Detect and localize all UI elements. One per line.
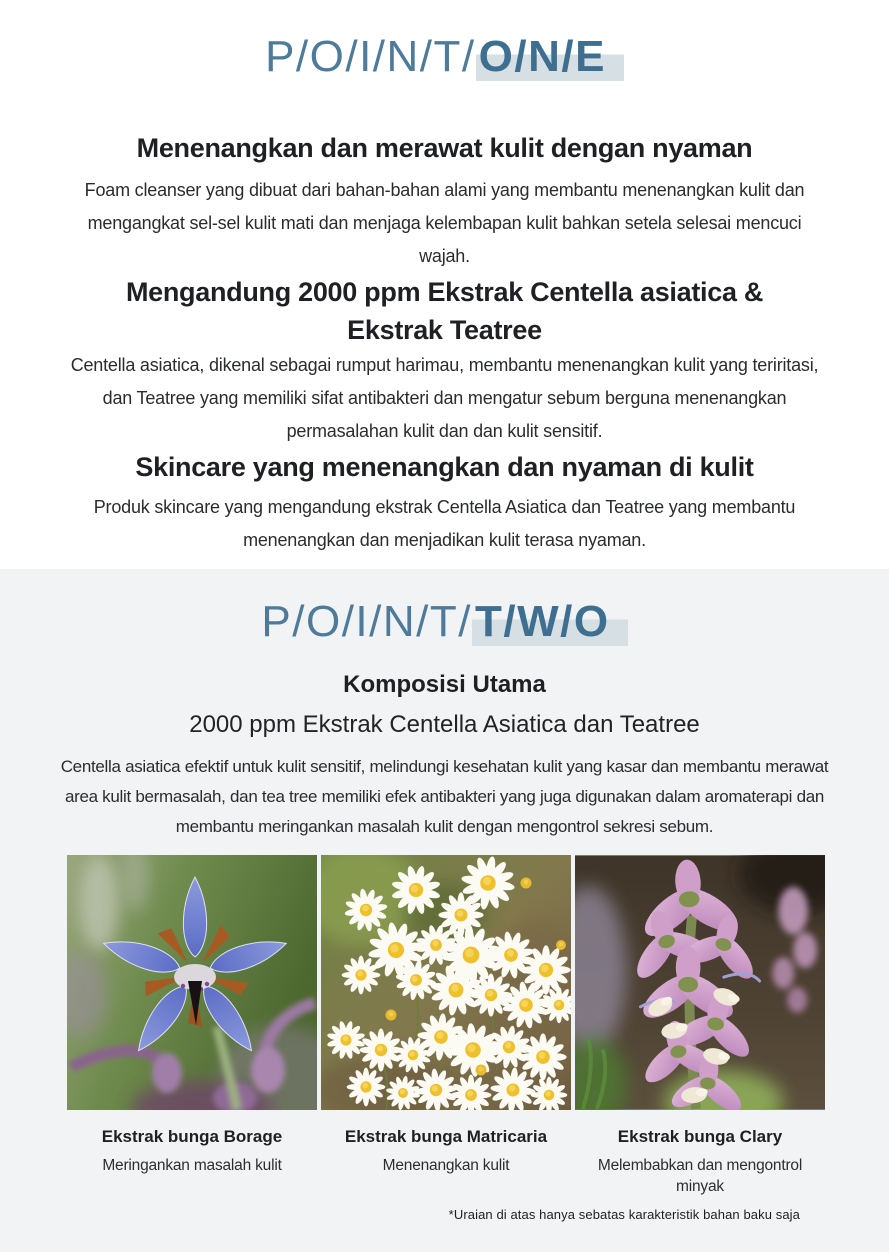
ingredient-benefit: Menenangkan kulit — [382, 1157, 510, 1174]
point-one-prefix: P/O/I/N/T/ — [265, 32, 476, 81]
composition-title: Komposisi Utama — [343, 671, 546, 698]
benefit-body-3: Produk skincare yang mengandung ekstrak Centella Asiatica dan Teatree yang membantu menenangkan dan menjadikan kulit terasa nyaman. — [93, 497, 796, 550]
composition-subtitle: 2000 ppm Ekstrak Centella Asiatica dan Teatree — [189, 711, 700, 738]
matricaria-flower-photo — [321, 855, 571, 1110]
ingredient-caption-clary — [575, 1126, 825, 1197]
point-two-section — [0, 569, 889, 1252]
benefit-heading-1: Menenangkan dan merawat kulit dengan nyaman — [136, 133, 753, 163]
ingredient-name: Ekstrak bunga Clary — [617, 1127, 783, 1146]
point-one-section — [0, 0, 889, 569]
point-two-prefix: P/O/I/N/T/ — [261, 597, 472, 646]
benefit-heading-3: Skincare yang menenangkan dan nyaman di kulit — [135, 452, 754, 482]
point-one-heading — [0, 30, 889, 83]
disclaimer-footnote: *Uraian di atas hanya sebatas karakteristik bahan baku saja — [448, 1207, 800, 1222]
benefit-heading-2: Mengandung 2000 ppm Ekstrak Centella asiatica & Ekstrak Teatree — [125, 277, 764, 345]
ingredient-captions-row — [0, 1126, 889, 1197]
ingredient-name: Ekstrak bunga Matricaria — [344, 1127, 548, 1146]
ingredient-caption-borage — [67, 1126, 317, 1197]
ingredient-caption-matricaria — [321, 1126, 571, 1197]
benefit-body-2: Centella asiatica, dikenal sebagai rumput harimau, membantu menenangkan kulit yang teriritasi, dan Teatree yang memiliki sifat antibakteri dan mengatur sebum berguna menenangkan permasalahan kulit dan dan kulit sensitif. — [70, 355, 819, 441]
ingredient-name: Ekstrak bunga Borage — [101, 1127, 283, 1146]
clary-flower-photo — [575, 855, 825, 1110]
ingredient-benefit: Melembabkan dan mengontrol minyak — [597, 1157, 803, 1195]
point-two-heading — [0, 595, 889, 648]
ingredient-photos-row — [0, 855, 889, 1110]
borage-flower-photo — [67, 855, 317, 1110]
point-one-highlight: O/N/E — [476, 32, 624, 81]
ingredient-benefit: Meringankan masalah kulit — [102, 1157, 282, 1174]
composition-body: Centella asiatica efektif untuk kulit sensitif, melindungi kesehatan kulit yang kasar dan membantu merawat area kulit bermasalah, dan tea tree memiliki efek antibakteri yang juga digunakan dalam aromaterapi dan membantu meringankan masalah kulit dengan mengontrol sekresi sebum. — [60, 757, 829, 836]
point-two-highlight: T/W/O — [472, 597, 628, 646]
benefit-body-1: Foam cleanser yang dibuat dari bahan-bahan alami yang membantu menenangkan kulit dan mengangkat sel-sel kulit mati dan menjaga kelembapan kulit bahkan setela selesai mencuci wajah. — [84, 180, 805, 266]
